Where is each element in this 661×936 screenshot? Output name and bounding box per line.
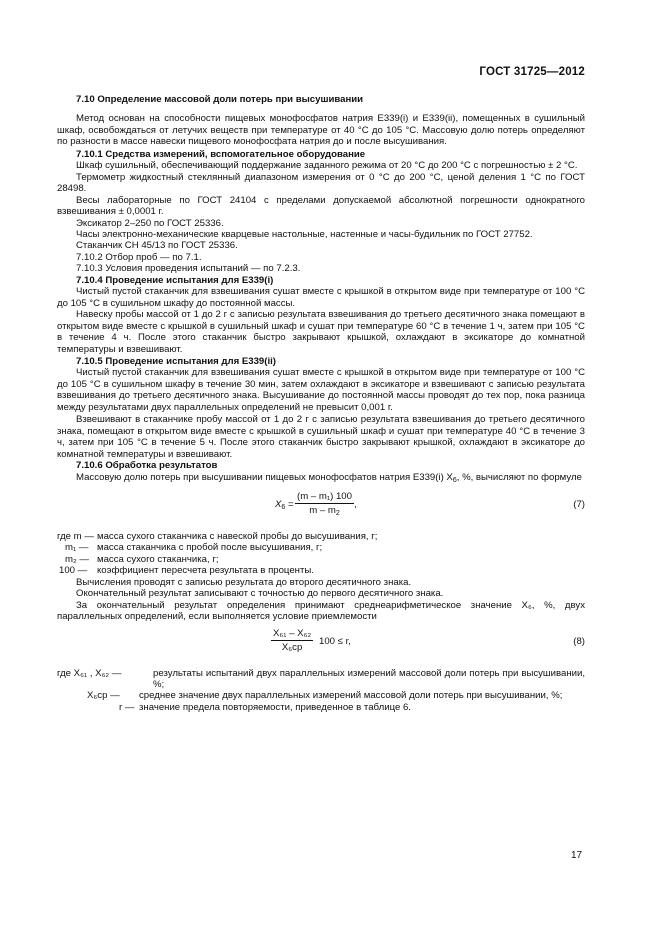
formula-7-fraction: $\frac{\text{(m – m₁) 100}}{m - m_2}$ (297, 490, 352, 518)
subsection-7-10-3: 7.10.3 Условия проведения испытаний — по 7.2.3. (76, 263, 301, 275)
definition-row: r — значение предела повторяемости, приведенное в таблице 6. (119, 701, 411, 713)
page-number: 17 (571, 850, 583, 861)
equipment-item: Шкаф сушильный, обеспечивающий поддержание заданного режима от 20 °C до 200 °C с погрешностью ± 2 °C. (76, 160, 578, 172)
definition-row: где X₆₁ , X₆₂ — результаты испытаний двух параллельных измерений массовой доли потерь при высушивании, %; (57, 667, 585, 691)
paragraph: Взвешивают в стаканчике пробу массой от 1 до 2 г с записью результата взвешивания до третьего десятичного знака, помещают в открытом виде вместе с крышкой в сушильный шкаф и сушат при температуре 40 °C в течение 3 ч, затем при 105 °C в течение 5 ч. После этого стаканчик быстро закрывают крышкой, охлаждают в эксикаторе до комнатной температуры и взвешивают. (57, 414, 585, 460)
subsection-title-7-10-5: 7.10.5 Проведение испытания для Е339(ii) (76, 355, 276, 367)
paragraph: Чистый пустой стаканчик для взвешивания сушат вместе с крышкой в открытом виде при температуре от 100 °C до 105 °C в сушильном шкафу до постоянной массы. (57, 286, 585, 309)
definition-row: m₁ — масса стаканчика с пробой после высушивания, г; (65, 542, 323, 554)
subsection-title-7-10-1: 7.10.1 Средства измерений, вспомогательное оборудование (76, 148, 366, 160)
standard-header: ГОСТ 31725—2012 (479, 66, 585, 78)
equipment-item: Весы лабораторные по ГОСТ 24104 с пределами допускаемой абсолютной погрешности однократного взвешивания ± 0,0001 г. (57, 194, 585, 218)
section-intro: Метод основан на способности пищевых монофосфатов натрия Е339(i) и Е339(ii), помещенных в сушильный шкаф, освобождаться от летучих веществ при температуре от 40 °C до 105 °C. Массовую долю потерь определяют по разности в массе навески пищевого монофосфата натрия до и после высушивания. (57, 113, 585, 148)
definition-row: где m — масса сухого стаканчика с навеской пробы до высушивания, г; (57, 530, 378, 542)
formula-8-fraction: X₆₁ – X₆₂ X₆ср (273, 627, 312, 654)
equipment-item: Термометр жидкостный стеклянный диапазоном измерения от 0 °C до 200 °C, ценой деления 1 °C по ГОСТ 28498. (57, 171, 585, 195)
formula-number: (8) (573, 635, 585, 647)
section-title: 7.10 Определение массовой доли потерь при высушивании (76, 94, 364, 105)
equipment-item: Стаканчик СН 45/13 по ГОСТ 25336. (76, 240, 238, 252)
equipment-item: Часы электронно-механические кварцевые настольные, настенные и часы-будильник по ГОСТ 27752. (76, 228, 533, 240)
subsection-title-7-10-6: 7.10.6 Обработка результатов (76, 460, 218, 472)
subsection-title-7-10-4: 7.10.4 Проведение испытания для Е339(i) (76, 274, 274, 286)
definition-row: 100 — коэффициент пересчета результата в проценты. (59, 565, 314, 577)
equipment-item: Эксикатор 2–250 по ГОСТ 25336. (76, 217, 224, 229)
document-body (57, 94, 585, 713)
paragraph: Вычисления проводят с записью результата до второго десятичного знака. (76, 576, 412, 588)
subsection-7-10-2: 7.10.2 Отбор проб — по 7.1. (76, 251, 202, 263)
definition-row: X₆ср — среднее значение двух параллельных измерений массовой доли потерь при высушивании, %; (87, 690, 563, 702)
formula-number: (7) (573, 498, 585, 510)
paragraph: Окончательный результат записывают с точностью до первого десятичного знака. (76, 588, 444, 600)
paragraph: За окончательный результат определения принимают среднеарифметическое значение X₆, %, двух параллельных определений, если выполняется условие приемлемости (57, 599, 585, 623)
paragraph: Массовую долю потерь при высушивании пищевых монофосфатов натрия Е339(i) $X_6$, %, вычисляют по формуле (76, 471, 582, 484)
definition-row: m₂ — масса сухого стаканчика, г; (65, 553, 219, 565)
paragraph: Навеску пробы массой от 1 до 2 г с записью результата взвешивания до третьего десятичного знака помещают в открытом виде вместе с крышкой в сушильный шкаф и сушат при температуре 60 °C в течение 1 ч, затем при 105 °C в течение 4 ч. После этого стаканчик быстро закрывают крышкой, охлаждают в эксикаторе до комнатной температуры и взвешивают. (57, 309, 585, 355)
paragraph: Чистый пустой стаканчик для взвешивания сушат вместе с крышкой в открытом виде при температуре от 100 °C до 105 °C в сушильном шкафу в течение 30 мин, затем охлаждают в эксикаторе и взвешивают с записью результата взвешивания до третьего десятичного знака. Высушивание до постоянной массы проводят до тех пор, пока разница между результатами двух параллельных определений не превысит 0,001 г. (57, 367, 585, 413)
formula-7: $X_6$ = $\frac{\text{(m – m₁) 100}}{m - m_2}$ , (7) (57, 491, 585, 525)
formula-8: X₆₁ – X₆₂ X₆ср 100 ≤ r, (8) (273, 627, 585, 654)
